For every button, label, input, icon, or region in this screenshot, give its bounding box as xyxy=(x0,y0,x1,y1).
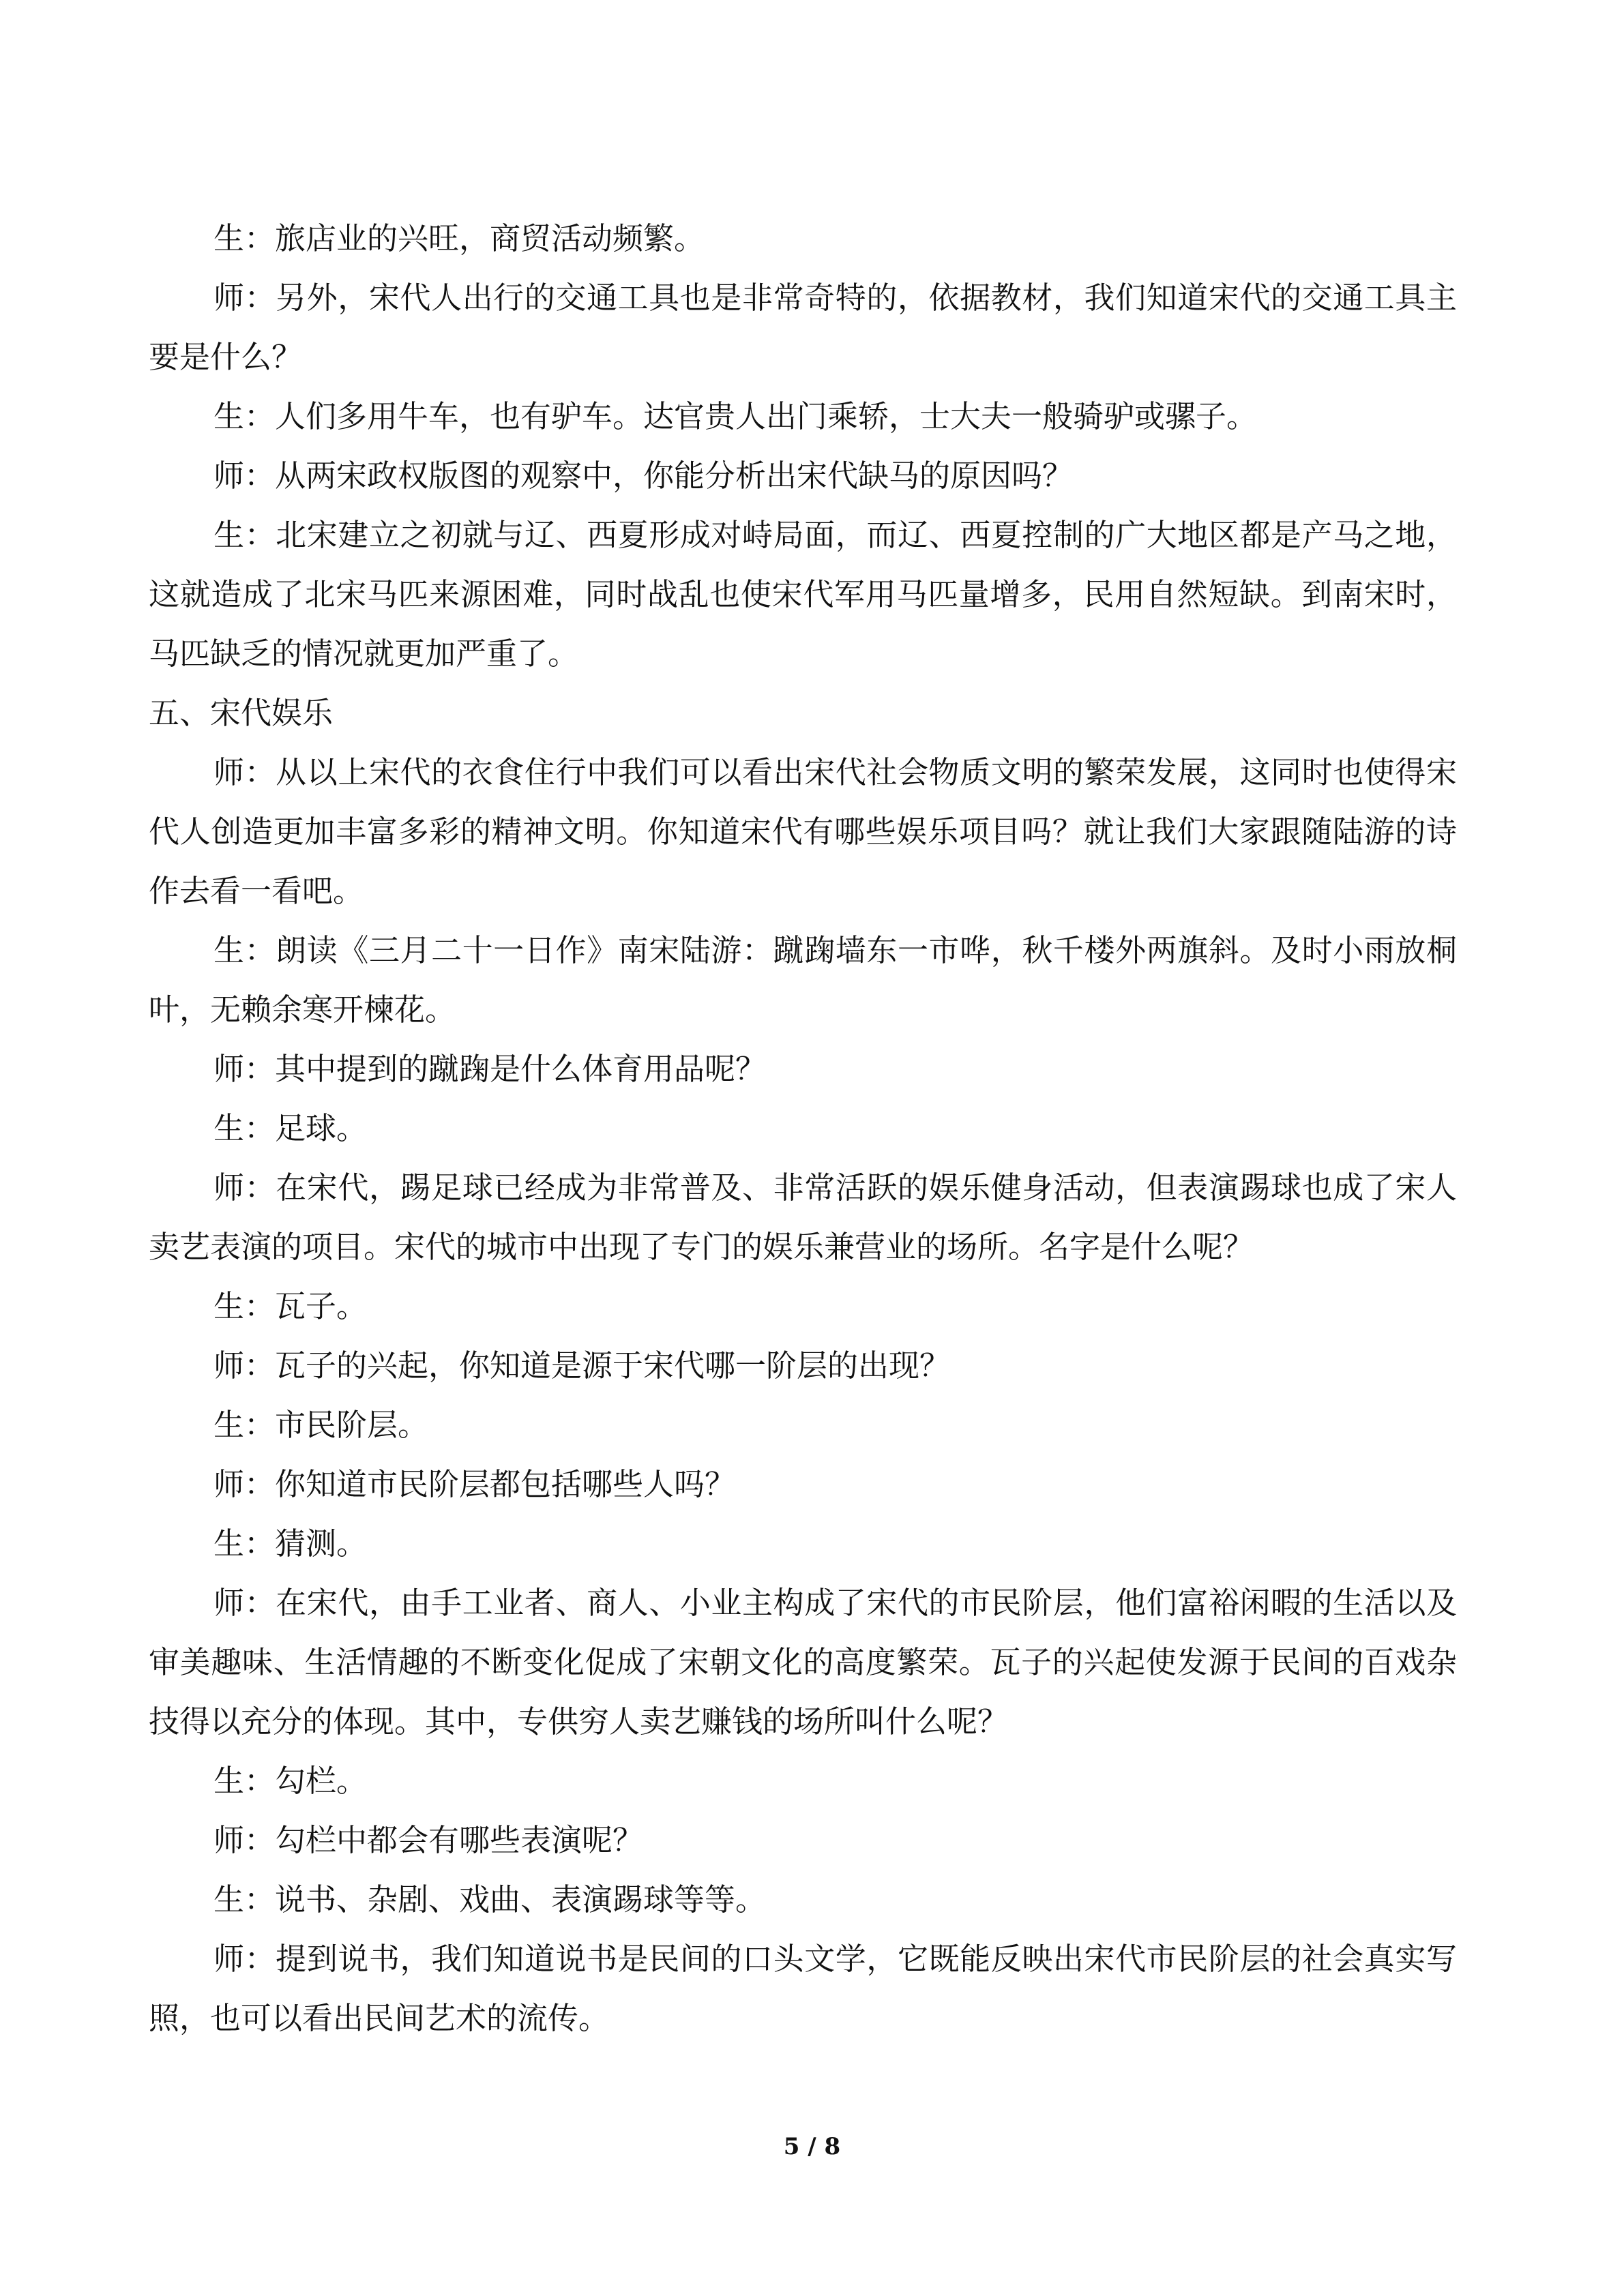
paragraph-dialogue: 师：勾栏中都会有哪些表演呢？ xyxy=(213,1822,644,1858)
paragraph-dialogue: 生：勾栏。 xyxy=(213,1763,368,1799)
paragraph-dialogue: 生：朗读《三月二十一日作》南宋陆游：蹴踘墙东一市哗，秋千楼外两旗斜。及时小雨放桐叶，无赖余寒开楝花。 xyxy=(149,932,1457,1028)
paragraph-dialogue: 师：提到说书，我们知道说书是民间的口头文学，它既能反映出宋代市民阶层的社会真实写照，也可以看出民间艺术的流传。 xyxy=(149,1941,1457,2036)
paragraph-dialogue: 师：其中提到的蹴踘是什么体育用品呢？ xyxy=(213,1051,767,1087)
section-heading: 五、宋代娱乐 xyxy=(149,695,334,731)
paragraph-dialogue: 生：北宋建立之初就与辽、西夏形成对峙局面，而辽、西夏控制的广大地区都是产马之地，这就造成了北宋马匹来源困难，同时战乱也使宋代军用马匹量增多，民用自然短缺。到南宋时，马匹缺乏的情况就更加严重了。 xyxy=(149,517,1457,672)
paragraph-dialogue: 师：从以上宋代的衣食住行中我们可以看出宋代社会物质文明的繁荣发展，这同时也使得宋代人创造更加丰富多彩的精神文明。你知道宋代有哪些娱乐项目吗？就让我们大家跟随陆游的诗作去看一看吧。 xyxy=(149,754,1457,909)
document-page xyxy=(149,209,1457,2048)
paragraph-dialogue: 生：旅店业的兴旺，商贸活动频繁。 xyxy=(213,220,705,256)
paragraph-dialogue: 生：市民阶层。 xyxy=(213,1407,429,1443)
page-number: 5 / 8 xyxy=(783,2133,841,2160)
paragraph-dialogue: 生：猜测。 xyxy=(213,1525,368,1562)
paragraph-dialogue: 生：瓦子。 xyxy=(213,1288,368,1324)
paragraph-dialogue: 师：在宋代，由手工业者、商人、小业主构成了宋代的市民阶层，他们富裕闲暇的生活以及审美趣味、生活情趣的不断变化促成了宋朝文化的高度繁荣。瓦子的兴起使发源于民间的百戏杂技得以充分的体现。其中，专供穷人卖艺赚钱的场所叫什么呢？ xyxy=(149,1585,1457,1740)
paragraph-dialogue: 师：从两宋政权版图的观察中，你能分析出宋代缺马的原因吗？ xyxy=(213,458,1074,494)
paragraph-dialogue: 生：足球。 xyxy=(213,1110,368,1146)
paragraph-dialogue: 师：你知道市民阶层都包括哪些人吗？ xyxy=(213,1466,736,1502)
paragraph-dialogue: 生：人们多用牛车，也有驴车。达官贵人出门乘轿，士大夫一般骑驴或骡子。 xyxy=(213,398,1258,434)
paragraph-dialogue: 师：另外，宋代人出行的交通工具也是非常奇特的，依据教材，我们知道宋代的交通工具主要是什么？ xyxy=(149,280,1457,375)
paragraph-dialogue: 生：说书、杂剧、戏曲、表演踢球等等。 xyxy=(213,1881,767,1918)
paragraph-dialogue: 师：在宋代，踢足球已经成为非常普及、非常活跃的娱乐健身活动，但表演踢球也成了宋人卖艺表演的项目。宋代的城市中出现了专门的娱乐兼营业的场所。名字是什么呢？ xyxy=(149,1169,1457,1265)
paragraph-dialogue: 师：瓦子的兴起，你知道是源于宋代哪一阶层的出现？ xyxy=(213,1347,951,1384)
